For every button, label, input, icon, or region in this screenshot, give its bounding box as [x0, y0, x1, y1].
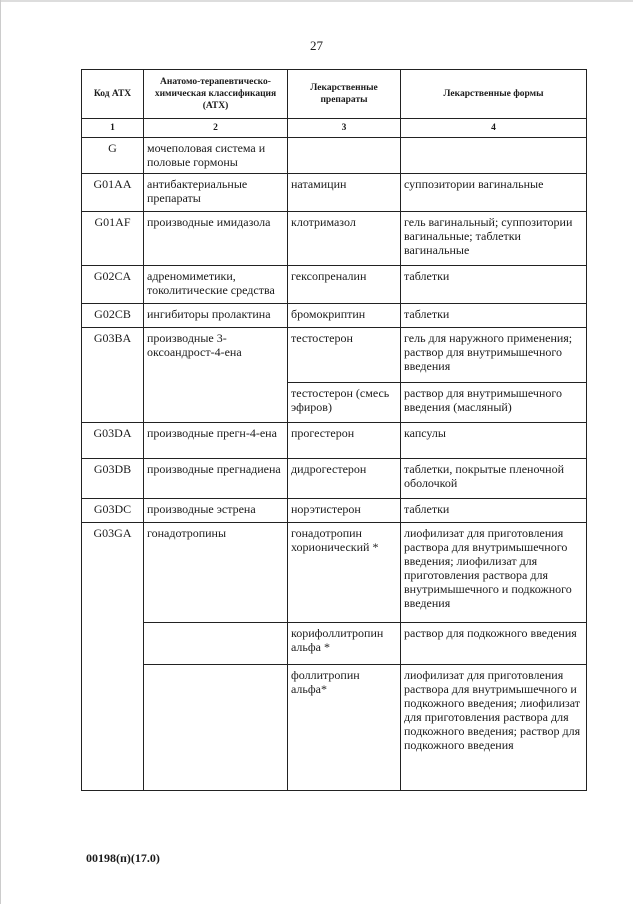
drug-form: суппозитории вагинальные	[401, 174, 587, 212]
atx-class: производные прегн-4-ена	[144, 423, 288, 459]
drug-name: норэтистерон	[288, 499, 401, 523]
atx-code: G03DC	[82, 499, 144, 523]
drug-name: натамицин	[288, 174, 401, 212]
atx-class	[144, 665, 288, 791]
drug-form: гель вагинальный; суппозитории вагинальные; таблетки вагинальные	[401, 212, 587, 266]
atx-code: G03BA	[82, 328, 144, 423]
header-forms: Лекарственные формы	[401, 70, 587, 119]
drug-name: корифоллитропин альфа *	[288, 623, 401, 665]
table-row	[82, 423, 587, 459]
drug-form: раствор для внутримышечного введения (масляный)	[401, 383, 587, 423]
page-number: 27	[310, 38, 323, 53]
drug-form	[401, 138, 587, 174]
table-row	[82, 499, 587, 523]
drug-name: гексопреналин	[288, 266, 401, 304]
drug-form: лиофилизат для приготовления раствора для внутримышечного введения; лиофилизат для приготовления раствора для внутримышечного и подкожного введения	[401, 523, 587, 623]
drug-name: дидрогестерон	[288, 459, 401, 499]
drug-form: таблетки	[401, 266, 587, 304]
column-number: 3	[288, 119, 401, 138]
atx-class: гонадотропины	[144, 523, 288, 623]
atx-code: G01AF	[82, 212, 144, 266]
atx-code: G02CB	[82, 304, 144, 328]
drug-name: бромокриптин	[288, 304, 401, 328]
atx-code: G03DA	[82, 423, 144, 459]
atx-class: адреномиметики, токолитические средства	[144, 266, 288, 304]
header-row	[82, 70, 587, 119]
table-row	[82, 665, 587, 791]
atx-class: мочеполовая система и половые гормоны	[144, 138, 288, 174]
atx-class: антибактериальные препараты	[144, 174, 288, 212]
header-code: Код АТХ	[82, 70, 144, 119]
drug-name: тестостерон (смесь эфиров)	[288, 383, 401, 423]
header-classification: Анатомо-терапевтическо-химическая классификация (АТХ)	[144, 70, 288, 119]
atx-class: производные 3-оксоандрост-4-ена	[144, 328, 288, 423]
drug-name	[288, 138, 401, 174]
page-top-edge	[0, 0, 633, 2]
table-row	[82, 328, 587, 383]
table-row	[82, 138, 587, 174]
atx-class: производные эстрена	[144, 499, 288, 523]
column-number: 1	[82, 119, 144, 138]
table-row	[82, 459, 587, 499]
table-row	[82, 304, 587, 328]
drug-name: тестостерон	[288, 328, 401, 383]
atx-code: G	[82, 138, 144, 174]
drug-form: капсулы	[401, 423, 587, 459]
table-row	[82, 174, 587, 212]
table-row	[82, 212, 587, 266]
atx-class	[144, 623, 288, 665]
drug-name: прогестерон	[288, 423, 401, 459]
atx-code: G03DB	[82, 459, 144, 499]
document-code: 00198(п)(17.0)	[86, 851, 160, 865]
table-row	[82, 523, 587, 623]
table-row	[82, 266, 587, 304]
column-number: 2	[144, 119, 288, 138]
atx-table	[81, 69, 587, 791]
drug-name: клотримазол	[288, 212, 401, 266]
atx-code: G01AA	[82, 174, 144, 212]
page-left-edge	[0, 0, 1, 904]
drug-form: лиофилизат для приготовления раствора для внутримышечного и подкожного введения; лиофилизат для приготовления раствора для подкожного введения; раствор для подкожного введения	[401, 665, 587, 791]
drug-form: таблетки	[401, 499, 587, 523]
table-row	[82, 623, 587, 665]
drug-name: фоллитропин альфа*	[288, 665, 401, 791]
atx-class: производные имидазола	[144, 212, 288, 266]
header-drugs: Лекарственные препараты	[288, 70, 401, 119]
column-number-row	[82, 119, 587, 138]
drug-form: таблетки	[401, 304, 587, 328]
drug-form: раствор для подкожного введения	[401, 623, 587, 665]
atx-code: G02CA	[82, 266, 144, 304]
atx-class: производные прегнадиена	[144, 459, 288, 499]
atx-code: G03GA	[82, 523, 144, 791]
drug-name: гонадотропин хорионический *	[288, 523, 401, 623]
drug-form: таблетки, покрытые пленочной оболочкой	[401, 459, 587, 499]
column-number: 4	[401, 119, 587, 138]
drug-form: гель для наружного применения; раствор для внутримышечного введения	[401, 328, 587, 383]
atx-class: ингибиторы пролактина	[144, 304, 288, 328]
